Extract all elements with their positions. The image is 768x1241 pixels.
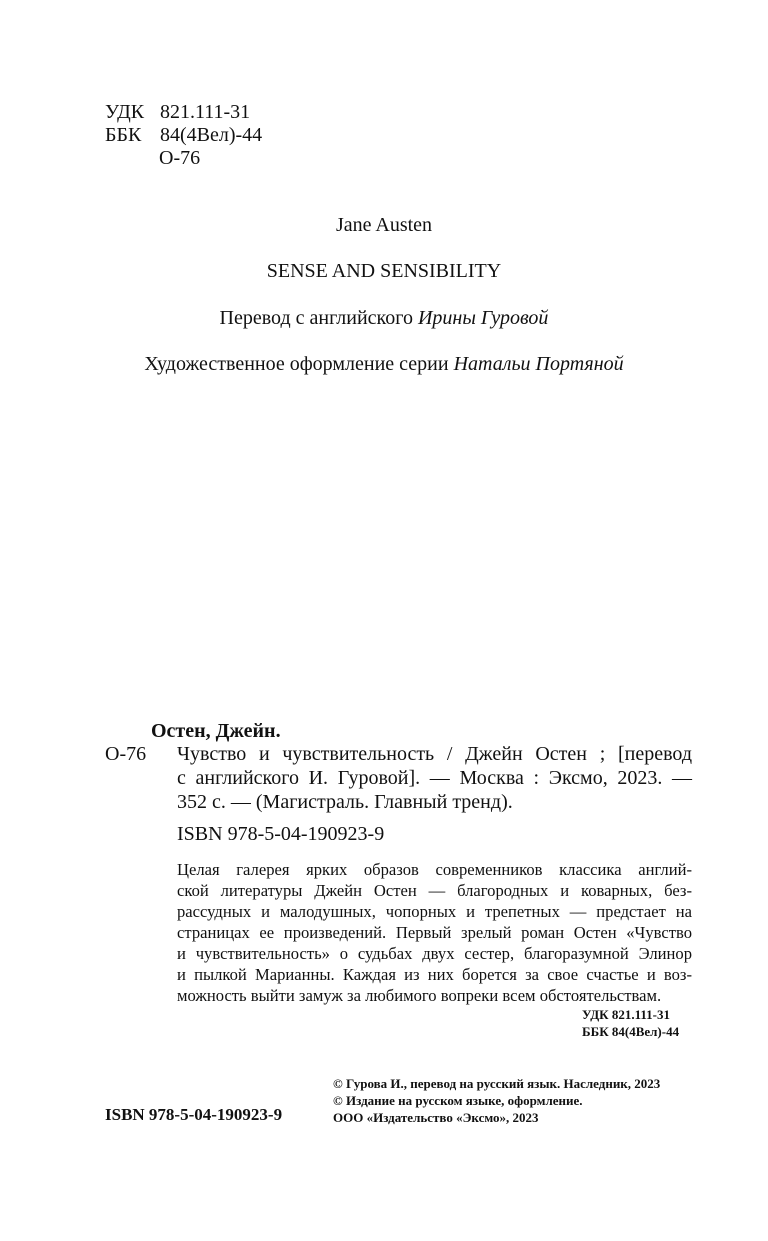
copyright-line: © Издание на русском языке, оформление. [333, 1093, 583, 1108]
original-title: SENSE AND SENSIBILITY [266, 260, 502, 282]
translator-name: Ирины Гуровой [417, 307, 549, 329]
imprint-isbn: ISBN 978-5-04-190923-9 [105, 1105, 283, 1124]
bib-heading: Остен, Джейн. [151, 720, 281, 742]
annotation-line: можность выйти замуж за любимого вопреки всем обстоятельствам. [177, 986, 662, 1005]
footer-bbk: ББК 84(4Вел)-44 [582, 1024, 680, 1039]
bbk-value: 84(4Вел)-44 [160, 124, 263, 146]
bib-description [177, 742, 692, 814]
copyright-line: © Гурова И., перевод на русский язык. Наследник, 2023 [333, 1076, 661, 1091]
bib-sign: О-76 [105, 743, 147, 765]
classification-block [105, 101, 262, 170]
udk-value: 821.111-31 [160, 101, 251, 123]
bib-isbn: ISBN 978-5-04-190923-9 [177, 823, 385, 845]
udk-label: УДК [105, 101, 145, 123]
bbk-row [105, 124, 262, 147]
author-sign: О-76 [159, 147, 201, 169]
annotation-line: рассудных и малодушных, чопорных и трепетных — предстает на [177, 902, 692, 921]
copyright-line: ООО «Издательство «Эксмо», 2023 [333, 1110, 539, 1125]
udk-row [105, 101, 262, 124]
bib-line: 352 с. — (Магистраль. Главный тренд). [177, 791, 513, 813]
annotation-line: Целая галерея ярких образов современников классика англий- [177, 860, 692, 879]
footer-udk: УДК 821.111-31 [582, 1007, 670, 1022]
bib-line: Чувство и чувствительность / Джейн Остен ; [перевод [177, 743, 692, 765]
translation-prefix: Перевод с английского [219, 307, 413, 329]
bib-line: с английского И. Гуровой]. — Москва : Эксмо, 2023. — [177, 767, 692, 789]
annotation [177, 859, 692, 1006]
bbk-label: ББК [105, 124, 142, 146]
design-prefix: Художественное оформление серии [144, 353, 449, 375]
annotation-line: и чувствительность» о судьбах двух сестер, благоразумной Элинор [177, 944, 692, 963]
annotation-line: страницах ее произведений. Первый зрелый роман Остен «Чувство [177, 923, 692, 942]
annotation-line: ской литературы Джейн Остен — благородных и коварных, без- [177, 881, 692, 900]
translation-credit [0, 307, 768, 330]
original-author: Jane Austen [335, 214, 433, 236]
designer-name: Натальи Портяной [453, 353, 624, 375]
annotation-line: и пылкой Марианны. Каждая из них борется за свое счастье и воз- [177, 965, 692, 984]
design-credit [0, 353, 768, 376]
